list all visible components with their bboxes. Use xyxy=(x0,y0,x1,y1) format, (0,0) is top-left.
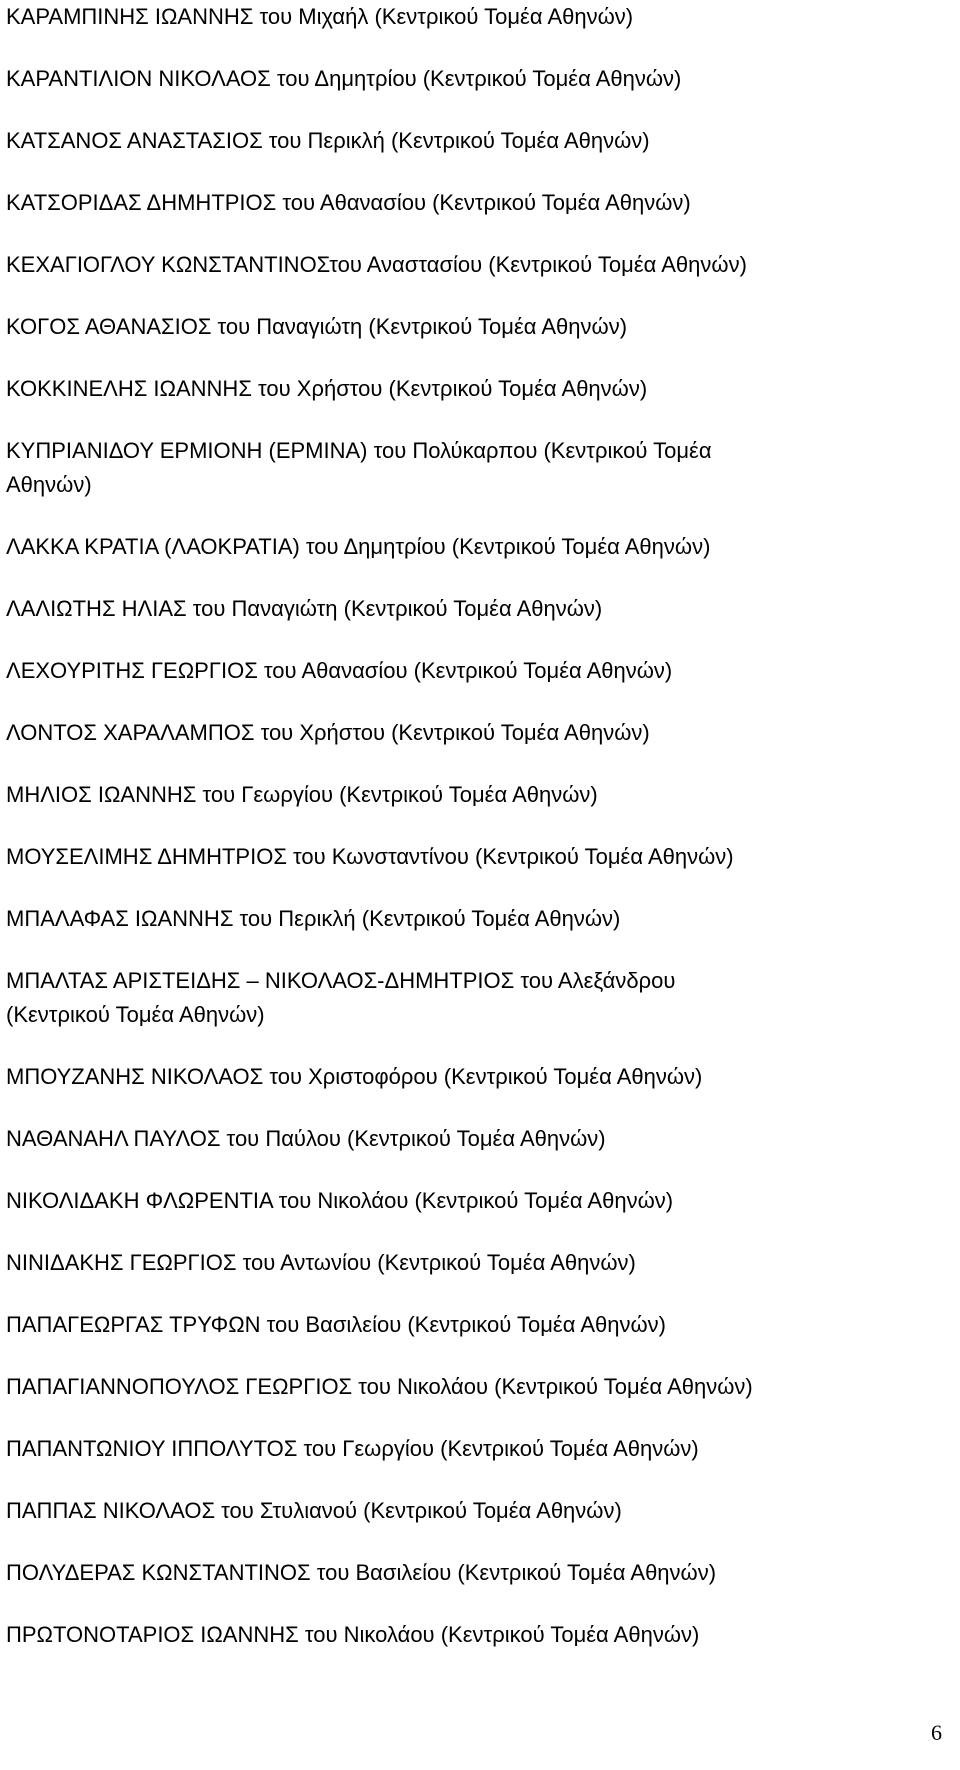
list-item xyxy=(6,434,951,502)
list-item xyxy=(6,186,951,220)
entry-line: ΠΡΩΤΟΝΟΤΑΡΙΟΣ ΙΩΑΝΝΗΣ του Νικολάου (Κεντρικού Τομέα Αθηνών) xyxy=(6,1622,700,1647)
entry-line: (Κεντρικού Τομέα Αθηνών) xyxy=(6,1002,265,1027)
list-item xyxy=(6,902,951,936)
entry-line: ΚΑΤΣΟΡΙΔΑΣ ΔΗΜΗΤΡΙΟΣ του Αθανασίου (Κεντρικού Τομέα Αθηνών) xyxy=(6,190,691,215)
list-item xyxy=(6,654,951,688)
entry-line: ΛΕΧΟΥΡΙΤΗΣ ΓΕΩΡΓΙΟΣ του Αθανασίου (Κεντρικού Τομέα Αθηνών) xyxy=(6,658,673,683)
entry-line: ΚΟΚΚΙΝΕΛΗΣ ΙΩΑΝΝΗΣ του Χρήστου (Κεντρικού Τομέα Αθηνών) xyxy=(6,376,648,401)
list-item xyxy=(6,1184,951,1218)
list-item xyxy=(6,62,951,96)
entry-line: Αθηνών) xyxy=(6,472,92,497)
page-number: 6 xyxy=(931,1720,942,1745)
entry-line: ΝΙΚΟΛΙΔΑΚΗ ΦΛΩΡΕΝΤΙΑ του Νικολάου (Κεντρικού Τομέα Αθηνών) xyxy=(6,1188,674,1213)
list-item xyxy=(6,840,951,874)
entry-line: ΚΥΠΡΙΑΝΙΔΟΥ ΕΡΜΙΟΝΗ (ΕΡΜΙΝΑ) του Πολύκαρπου (Κεντρικού Τομέα xyxy=(6,438,712,463)
entry-line: ΜΠΑΛΤΑΣ ΑΡΙΣΤΕΙΔΗΣ – ΝΙΚΟΛΑΟΣ-ΔΗΜΗΤΡΙΟΣ του Αλεξάνδρου xyxy=(6,968,676,993)
entry-line: ΠΑΠΑΓΙΑΝΝΟΠΟΥΛΟΣ ΓΕΩΡΓΙΟΣ του Νικολάου (Κεντρικού Τομέα Αθηνών) xyxy=(6,1374,753,1399)
list-item xyxy=(6,1432,951,1466)
entry-line: ΚΑΡΑΜΠΙΝΗΣ ΙΩΑΝΝΗΣ του Μιχαήλ (Κεντρικού Τομέα Αθηνών) xyxy=(6,4,634,29)
entry-line: ΛΑΚΚΑ ΚΡΑΤΙΑ (ΛΑΟΚΡΑΤΙΑ) του Δημητρίου (Κεντρικού Τομέα Αθηνών) xyxy=(6,534,711,559)
entry-line: ΝΑΘΑΝΑΗΛ ΠΑΥΛΟΣ του Παύλου (Κεντρικού Τομέα Αθηνών) xyxy=(6,1126,606,1151)
entry-line: ΜΗΛΙΟΣ ΙΩΑΝΝΗΣ του Γεωργίου (Κεντρικού Τομέα Αθηνών) xyxy=(6,782,598,807)
entry-line: ΛΟΝΤΟΣ ΧΑΡΑΛΑΜΠΟΣ του Χρήστου (Κεντρικού Τομέα Αθηνών) xyxy=(6,720,650,745)
list-item xyxy=(6,530,951,564)
entry-line: ΜΟΥΣΕΛΙΜΗΣ ΔΗΜΗΤΡΙΟΣ του Κωνσταντίνου (Κεντρικού Τομέα Αθηνών) xyxy=(6,844,734,869)
list-item xyxy=(6,1618,951,1652)
list-item xyxy=(6,1308,951,1342)
list-item xyxy=(6,1556,951,1590)
list-item xyxy=(6,310,951,344)
entry-line: ΜΠΑΛΑΦΑΣ ΙΩΑΝΝΗΣ του Περικλή (Κεντρικού Τομέα Αθηνών) xyxy=(6,906,621,931)
entry-line: ΠΑΠΑΝΤΩΝΙΟΥ ΙΠΠΟΛΥΤΟΣ του Γεωργίου (Κεντρικού Τομέα Αθηνών) xyxy=(6,1436,699,1461)
entry-line: ΠΑΠΠΑΣ ΝΙΚΟΛΑΟΣ του Στυλιανού (Κεντρικού Τομέα Αθηνών) xyxy=(6,1498,622,1523)
list-item xyxy=(6,1246,951,1280)
list-item xyxy=(6,1122,951,1156)
entry-line: ΠΑΠΑΓΕΩΡΓΑΣ ΤΡΥΦΩΝ του Βασιλείου (Κεντρικού Τομέα Αθηνών) xyxy=(6,1312,666,1337)
entry-line: ΚΟΓΟΣ ΑΘΑΝΑΣΙΟΣ του Παναγιώτη (Κεντρικού Τομέα Αθηνών) xyxy=(6,314,628,339)
entry-line: ΚΑΤΣΑΝΟΣ ΑΝΑΣΤΑΣΙΟΣ του Περικλή (Κεντρικού Τομέα Αθηνών) xyxy=(6,128,650,153)
list-item xyxy=(6,716,951,750)
list-item xyxy=(6,1370,951,1404)
list-item xyxy=(6,1060,951,1094)
list-item xyxy=(6,964,951,1032)
list-item xyxy=(6,778,951,812)
list-item xyxy=(6,248,951,282)
list-item xyxy=(6,1494,951,1528)
list-item xyxy=(6,124,951,158)
list-item xyxy=(6,592,951,626)
entry-line: ΝΙΝΙΔΑΚΗΣ ΓΕΩΡΓΙΟΣ του Αντωνίου (Κεντρικού Τομέα Αθηνών) xyxy=(6,1250,636,1275)
entry-line: ΚΑΡΑΝΤΙΛΙΟΝ ΝΙΚΟΛΑΟΣ του Δημητρίου (Κεντρικού Τομέα Αθηνών) xyxy=(6,66,682,91)
entry-line: ΜΠΟΥΖΑΝΗΣ ΝΙΚΟΛΑΟΣ του Χριστοφόρου (Κεντρικού Τομέα Αθηνών) xyxy=(6,1064,703,1089)
entry-line: ΠΟΛΥΔΕΡΑΣ ΚΩΝΣΤΑΝΤΙΝΟΣ του Βασιλείου (Κεντρικού Τομέα Αθηνών) xyxy=(6,1560,717,1585)
entry-line: ΛΑΛΙΩΤΗΣ ΗΛΙΑΣ του Παναγιώτη (Κεντρικού Τομέα Αθηνών) xyxy=(6,596,603,621)
list-item xyxy=(6,0,951,34)
list-item xyxy=(6,372,951,406)
entry-line: ΚΕΧΑΓΙΟΓΛΟΥ ΚΩΝΣΤΑΝΤΙΝΟΣτου Αναστασίου (Κεντρικού Τομέα Αθηνών) xyxy=(6,252,747,277)
